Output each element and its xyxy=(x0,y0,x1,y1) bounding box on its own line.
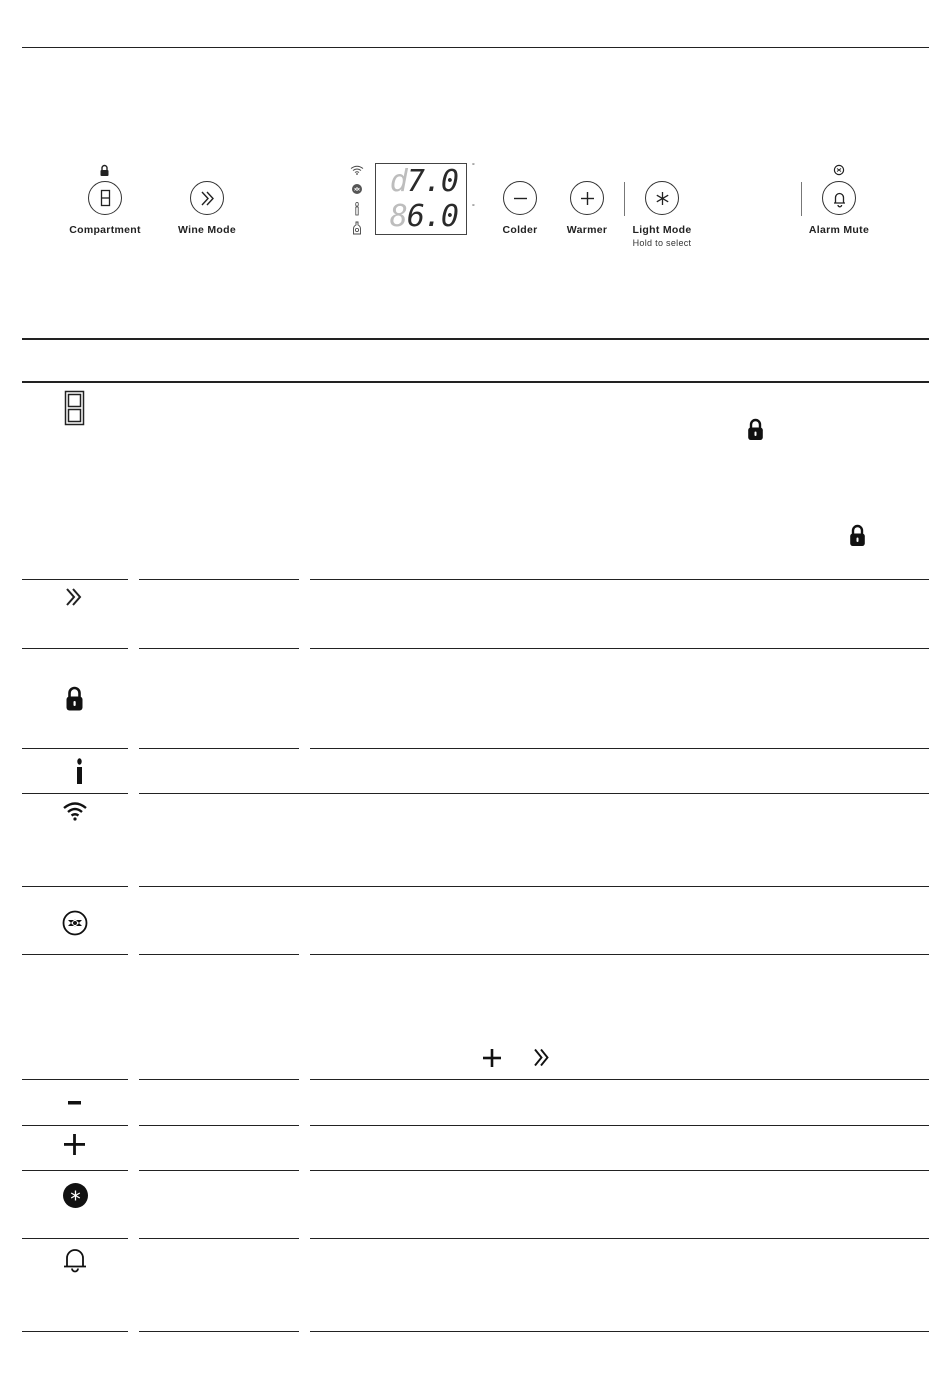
plus-icon xyxy=(483,1049,501,1067)
lock-icon xyxy=(849,524,866,547)
minus-icon xyxy=(68,1099,82,1107)
row-rule xyxy=(139,886,929,887)
display-bottom-prefix: 8 xyxy=(389,199,407,234)
row-rule xyxy=(310,1238,929,1239)
row-rule xyxy=(22,1170,128,1171)
row-rule xyxy=(310,579,929,580)
candle-icon xyxy=(75,758,84,785)
row-rule xyxy=(139,579,299,580)
row-rule xyxy=(139,1079,299,1080)
light-mode-icon xyxy=(62,1182,89,1209)
row-rule xyxy=(310,1331,929,1332)
table-header-bottom-rule xyxy=(22,381,929,383)
row-rule xyxy=(310,1079,929,1080)
candle-icon xyxy=(353,202,361,216)
panel-separator xyxy=(624,182,625,216)
row-rule xyxy=(22,579,128,580)
wifi-icon xyxy=(62,801,88,821)
row-rule xyxy=(139,648,299,649)
lock-icon xyxy=(65,686,84,712)
double-chevron-icon xyxy=(191,182,225,216)
bell-icon xyxy=(823,182,857,216)
row-rule xyxy=(139,748,299,749)
temperature-display xyxy=(375,163,467,235)
row-rule xyxy=(22,1125,128,1126)
light-mode-button[interactable] xyxy=(645,181,679,215)
row-rule xyxy=(139,1125,299,1126)
sabbath-icon xyxy=(62,910,88,936)
row-rule xyxy=(139,954,299,955)
row-rule xyxy=(310,954,929,955)
row-rule xyxy=(22,954,128,955)
plus-icon xyxy=(64,1134,85,1155)
display-bottom-row xyxy=(376,199,466,234)
top-degree-mark: ° xyxy=(472,163,475,170)
alarm-status-icon xyxy=(833,164,845,176)
minus-icon xyxy=(504,182,538,216)
alarm-mute-button[interactable] xyxy=(822,181,856,215)
row-rule xyxy=(310,1170,929,1171)
compartment-icon xyxy=(64,390,85,426)
wine-mode-button[interactable] xyxy=(190,181,224,215)
plus-icon xyxy=(571,182,605,216)
wifi-icon xyxy=(350,165,364,175)
compartment-label: Compartment xyxy=(69,224,141,236)
row-rule xyxy=(22,1331,128,1332)
bell-icon xyxy=(62,1247,88,1273)
row-rule xyxy=(139,1170,299,1171)
light-mode-sublabel: Hold to select xyxy=(632,238,692,248)
row-rule xyxy=(310,1125,929,1126)
colder-label: Colder xyxy=(502,224,538,236)
display-top-prefix: d xyxy=(389,164,407,199)
warmer-label: Warmer xyxy=(566,224,608,236)
double-chevron-icon xyxy=(533,1048,551,1067)
alarm-mute-label: Alarm Mute xyxy=(808,224,870,236)
wine-mode-label: Wine Mode xyxy=(177,224,237,236)
double-chevron-icon xyxy=(64,587,84,607)
lock-icon xyxy=(99,164,110,177)
row-rule xyxy=(139,793,929,794)
table-header-top-rule xyxy=(22,338,929,340)
row-rule xyxy=(22,748,128,749)
compartment-icon xyxy=(89,182,123,216)
display-bottom-value: 6.0 xyxy=(406,199,458,234)
row-rule xyxy=(22,886,128,887)
row-rule xyxy=(139,1238,299,1239)
colder-button[interactable] xyxy=(503,181,537,215)
row-rule xyxy=(310,748,929,749)
lock-icon xyxy=(747,418,764,441)
row-rule xyxy=(22,793,128,794)
row-rule xyxy=(22,1079,128,1080)
warmer-button[interactable] xyxy=(570,181,604,215)
bottle-icon xyxy=(352,221,362,235)
asterisk-icon xyxy=(646,182,680,216)
panel-separator-right xyxy=(801,182,802,216)
row-rule xyxy=(22,648,128,649)
row-rule xyxy=(22,1238,128,1239)
row-rule xyxy=(139,1331,299,1332)
top-rule xyxy=(22,47,929,48)
bottom-degree-mark: ° xyxy=(472,204,475,211)
light-mode-label: Light Mode xyxy=(632,224,692,236)
display-top-value: 7.0 xyxy=(406,164,458,199)
row-rule xyxy=(310,648,929,649)
sabbath-icon xyxy=(351,183,363,195)
compartment-button[interactable] xyxy=(88,181,122,215)
display-top-row xyxy=(376,164,466,199)
